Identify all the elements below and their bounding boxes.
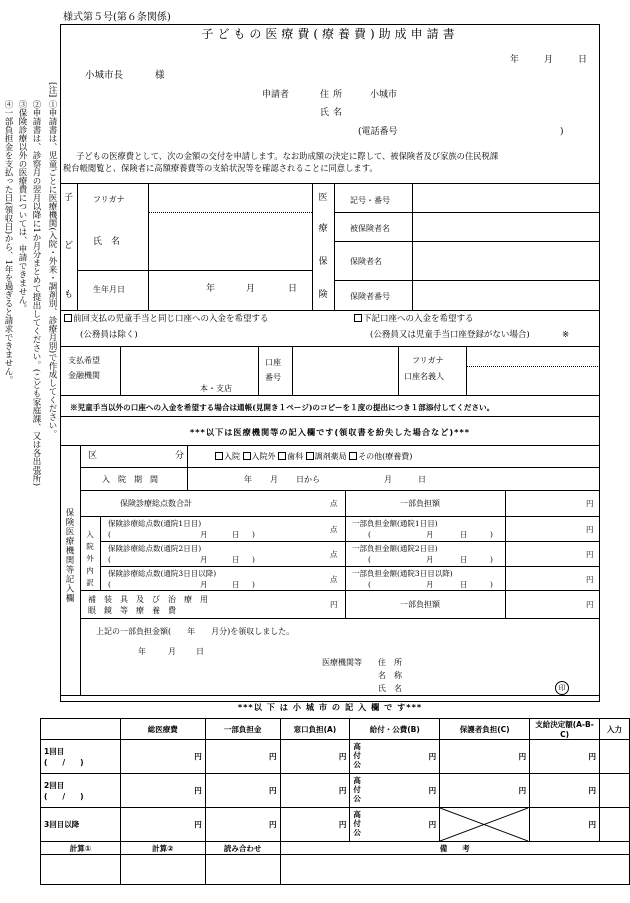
- row3-copay-day: 日: [460, 580, 468, 589]
- inpatient-period-label: 入 院 期 間: [102, 475, 158, 484]
- col-copay: 一部負担金: [205, 719, 280, 740]
- row1-copay-label: 一部負担金額(通院1日目): [352, 519, 438, 528]
- row-label-3: 3回目以降: [41, 808, 121, 842]
- division-label-2: 分: [175, 451, 185, 461]
- r3-decision: 円: [530, 808, 600, 842]
- branch-label: 本・支店: [200, 384, 232, 393]
- row3-points-label: 保険診療総点数(通院3日目以降): [108, 569, 217, 578]
- row3-copay-paren-open: (: [368, 580, 371, 589]
- period-year: 年: [244, 475, 252, 484]
- insurance-side-2: 療: [318, 224, 328, 234]
- row2-copay-paren-close: ): [490, 555, 493, 564]
- orthotic-copay-yen: 円: [586, 600, 594, 609]
- r2-window: 円: [280, 774, 350, 808]
- total-copay-label: 一部負担額: [400, 499, 440, 508]
- account-label-1: 口座: [265, 358, 281, 367]
- r1-window: 円: [280, 740, 350, 774]
- address-value: 小城市: [370, 90, 398, 100]
- date-month: 月: [544, 55, 554, 65]
- outpatient-side-5: 訳: [86, 578, 94, 587]
- applicant-name-label: 氏名: [320, 108, 347, 118]
- period-month: 月: [270, 475, 278, 484]
- row1-paren-close: ): [252, 530, 255, 539]
- footer-readback: 読み合わせ: [205, 842, 280, 855]
- row1-copay-month: 月: [426, 530, 434, 539]
- r3-window: 円: [280, 808, 350, 842]
- col-guardian: 保護者負担(C): [440, 719, 530, 740]
- child-furigana-label: フリガナ: [93, 195, 125, 204]
- row1-month: 月: [200, 530, 208, 539]
- insurance-side-4: 険: [318, 290, 328, 300]
- r3-input: [599, 808, 629, 842]
- city-section-header: ***以 下 は 小 城 市 の 記 入 欄 で す***: [237, 702, 423, 712]
- child-side-2: ど: [63, 241, 73, 251]
- child-side-1: 子: [63, 193, 73, 203]
- r1-total: 円: [120, 740, 205, 774]
- r2-input: [599, 774, 629, 808]
- deposit-option-other-note: (公務員又は児童手当口座登録がない場合): [370, 330, 530, 340]
- symbol-number-label: 記号・番号: [350, 196, 390, 205]
- form-number: 様式第５号(第６条関係): [63, 12, 171, 23]
- deposit-option-same-note: (公務員は除く): [80, 330, 138, 340]
- col-total-cost: 総医療費: [120, 719, 205, 740]
- outpatient-side-4: 内: [86, 566, 94, 575]
- division-pharmacy[interactable]: 調剤薬局: [306, 452, 347, 461]
- row2-copay-month: 月: [426, 555, 434, 564]
- row3-day: 日: [232, 580, 240, 589]
- r1-benefit: 高 付 公 円: [350, 740, 440, 774]
- consent-line-2: 税台帳閲覧と、保険者に高額療養費等の支給状況等を確認されることに同意します。: [63, 163, 378, 173]
- row3-yen: 円: [586, 575, 594, 584]
- row3-paren-close: ): [252, 580, 255, 589]
- addressee-honorific: 様: [155, 70, 165, 81]
- note-2: ②申請書は、診察月の翌月以降に1か月分まとめて提出してください。(こども家庭課、又は各出張所): [31, 100, 41, 487]
- row1-point-unit: 点: [330, 525, 338, 534]
- applicant-label: 申請者: [262, 90, 290, 100]
- deposit-option-other-account[interactable]: 下記口座への入金を希望する: [354, 314, 474, 325]
- medical-side-label: 保険医療機関等記入欄: [64, 508, 74, 603]
- receipt-day: 日: [196, 647, 204, 656]
- row3-month: 月: [200, 580, 208, 589]
- orthotic-yen: 円: [330, 600, 338, 609]
- same-account-checkbox[interactable]: [64, 314, 72, 322]
- note-4: ④一部負担金を支払った日(領収日)から、1年を過ぎると請求できません。: [3, 100, 13, 385]
- orthotic-label-2: 眼 鏡 等 療 養 費: [88, 606, 176, 615]
- division-outpatient[interactable]: 入院外: [243, 452, 276, 461]
- dob-day: 日: [288, 284, 298, 294]
- date-day: 日: [578, 55, 588, 65]
- bank-label-1: 支払希望: [68, 356, 100, 365]
- total-points-label: 保険診療総点数合計: [120, 499, 192, 508]
- consent-line-1: 子どもの医療費として、次の金額の交付を申請します。なお助成額の決定に際して、被保険者及び家族の住民税課: [76, 151, 499, 161]
- r3-copay: 円: [205, 808, 280, 842]
- r1-copay: 円: [205, 740, 280, 774]
- seal-mark: 印: [555, 681, 569, 695]
- account-notice: ※児童手当以外の口座への入金を希望する場合は通帳(見開き１ページ)のコピーを１度の提出につき１部添付してください。: [70, 403, 495, 412]
- institution-address-label: 住 所: [378, 658, 402, 667]
- phone-close: ): [560, 127, 564, 137]
- outpatient-side-1: 入: [86, 530, 94, 539]
- row3-copay-paren-close: ): [490, 580, 493, 589]
- r1-decision: 円: [530, 740, 600, 774]
- row1-points-label: 保険診療総点数(通院1日目): [108, 519, 202, 528]
- orthotic-label-1: 補 装 具 及 び 治 療 用: [88, 595, 208, 604]
- note-1: ①申請書は、児童ごとに医療機関(入院・外来・調剤別、診療月別)で作成してください。: [47, 100, 57, 439]
- cross-out-mark: [440, 808, 528, 841]
- insurance-side-3: 保: [318, 257, 328, 267]
- receipt-month: 月: [168, 647, 176, 656]
- row2-paren-open: (: [108, 555, 111, 564]
- dob-month: 月: [246, 284, 256, 294]
- row2-copay-day: 日: [460, 555, 468, 564]
- period-from: 日から: [296, 475, 320, 484]
- addressee: 小城市長: [85, 70, 124, 81]
- r3-benefit: 高 付 公 円: [350, 808, 440, 842]
- row-label-1: 1回目 ( / ): [41, 740, 121, 774]
- row-label-2: 2回目 ( / ): [41, 774, 121, 808]
- institution-name-label: 名 称: [378, 671, 402, 680]
- form-title: 子どもの医療費(療養費)助成申請書: [201, 27, 459, 41]
- total-copay-unit: 円: [586, 499, 594, 508]
- footer-calc-1: 計算①: [41, 842, 121, 855]
- phone-label: (電話番号: [358, 127, 398, 137]
- child-dob-label: 生年月日: [93, 285, 125, 294]
- period-month-2: 月: [384, 475, 392, 484]
- row3-paren-open: (: [108, 580, 111, 589]
- child-name-label: 氏 名: [93, 237, 121, 247]
- insurer-number-label: 保険者番号: [350, 292, 390, 301]
- insurance-side-1: 医: [318, 193, 328, 203]
- receipt-line: 上記の一部負担金額( 年 月分)を領収しました。: [96, 627, 295, 636]
- institution-person-label: 氏 名: [378, 684, 402, 693]
- receipt-year: 年: [138, 647, 146, 656]
- city-header-blank: [41, 719, 121, 740]
- r2-decision: 円: [530, 774, 600, 808]
- row2-paren-close: ): [252, 555, 255, 564]
- row3-copay-month: 月: [426, 580, 434, 589]
- division-dental[interactable]: 歯科: [278, 452, 303, 461]
- insured-name-label: 被保険者名: [350, 224, 390, 233]
- division-inpatient[interactable]: 入院: [215, 452, 240, 461]
- outpatient-side-3: 外: [86, 554, 94, 563]
- period-day: 日: [418, 475, 426, 484]
- other-account-checkbox[interactable]: [354, 314, 362, 322]
- deposit-option-same-account[interactable]: 前回支払の児童手当と同じ口座への入金を希望する: [64, 314, 269, 325]
- calc-1-cell: [41, 855, 121, 885]
- notes-label: [注]: [47, 82, 57, 98]
- row2-point-unit: 点: [330, 550, 338, 559]
- r2-total: 円: [120, 774, 205, 808]
- r2-guardian: 円: [440, 774, 530, 808]
- footer-calc-2: 計算②: [120, 842, 205, 855]
- row1-yen: 円: [586, 525, 594, 534]
- footer-remarks: 備 考: [280, 842, 630, 855]
- col-window: 窓口負担(A): [280, 719, 350, 740]
- col-input: 入力: [599, 719, 629, 740]
- insurer-name-label: 保険者名: [350, 257, 382, 266]
- child-side-3: も: [63, 290, 73, 300]
- row3-copay-label: 一部負担金額(通院3日目以降): [352, 569, 453, 578]
- bank-label-2: 金融機関: [68, 371, 100, 380]
- row2-points-label: 保険診療総点数(通院2日目): [108, 544, 202, 553]
- account-label-2: 番号: [265, 373, 281, 382]
- city-table: [40, 718, 630, 885]
- r1-input: [599, 740, 629, 774]
- row2-day: 日: [232, 555, 240, 564]
- note-3: ③保険診療以外の医療費については、申請できません。: [17, 100, 27, 313]
- row1-paren-open: (: [108, 530, 111, 539]
- col-benefit: 給付・公費(B): [350, 719, 440, 740]
- r2-benefit: 高 付 公 円: [350, 774, 440, 808]
- outpatient-side-2: 院: [86, 542, 94, 551]
- r3-guardian-crossed: [440, 808, 530, 842]
- row1-copay-paren-close: ): [490, 530, 493, 539]
- remarks-cell: [280, 855, 630, 885]
- holder-label-2: 口座名義人: [404, 372, 444, 381]
- address-label: 住所: [320, 90, 347, 100]
- r3-total: 円: [120, 808, 205, 842]
- calc-2-cell: [120, 855, 205, 885]
- row1-copay-day: 日: [460, 530, 468, 539]
- institution-label: 医療機関等: [322, 658, 362, 667]
- col-decision: 支給決定額(A-B-C): [530, 719, 600, 740]
- division-options[interactable]: [215, 451, 412, 462]
- division-label-1: 区: [88, 451, 98, 461]
- total-points-unit: 点: [330, 499, 338, 508]
- dob-year: 年: [206, 284, 216, 294]
- deposit-option-other-mark: ※: [562, 330, 570, 340]
- r2-copay: 円: [205, 774, 280, 808]
- holder-label-1: フリガナ: [412, 356, 444, 365]
- row2-yen: 円: [586, 550, 594, 559]
- division-other[interactable]: その他(療養費): [349, 452, 412, 461]
- row1-copay-paren-open: (: [368, 530, 371, 539]
- readback-cell: [205, 855, 280, 885]
- orthotic-copay-label: 一部負担額: [400, 600, 440, 609]
- medical-section-header: ***以下は医療機関等の記入欄です(領収書を紛失した場合など)***: [189, 427, 471, 437]
- r1-guardian: 円: [440, 740, 530, 774]
- date-year: 年: [510, 55, 520, 65]
- row2-month: 月: [200, 555, 208, 564]
- row3-point-unit: 点: [330, 575, 338, 584]
- row2-copay-label: 一部負担金額(通院2日目): [352, 544, 438, 553]
- row1-day: 日: [232, 530, 240, 539]
- row2-copay-paren-open: (: [368, 555, 371, 564]
